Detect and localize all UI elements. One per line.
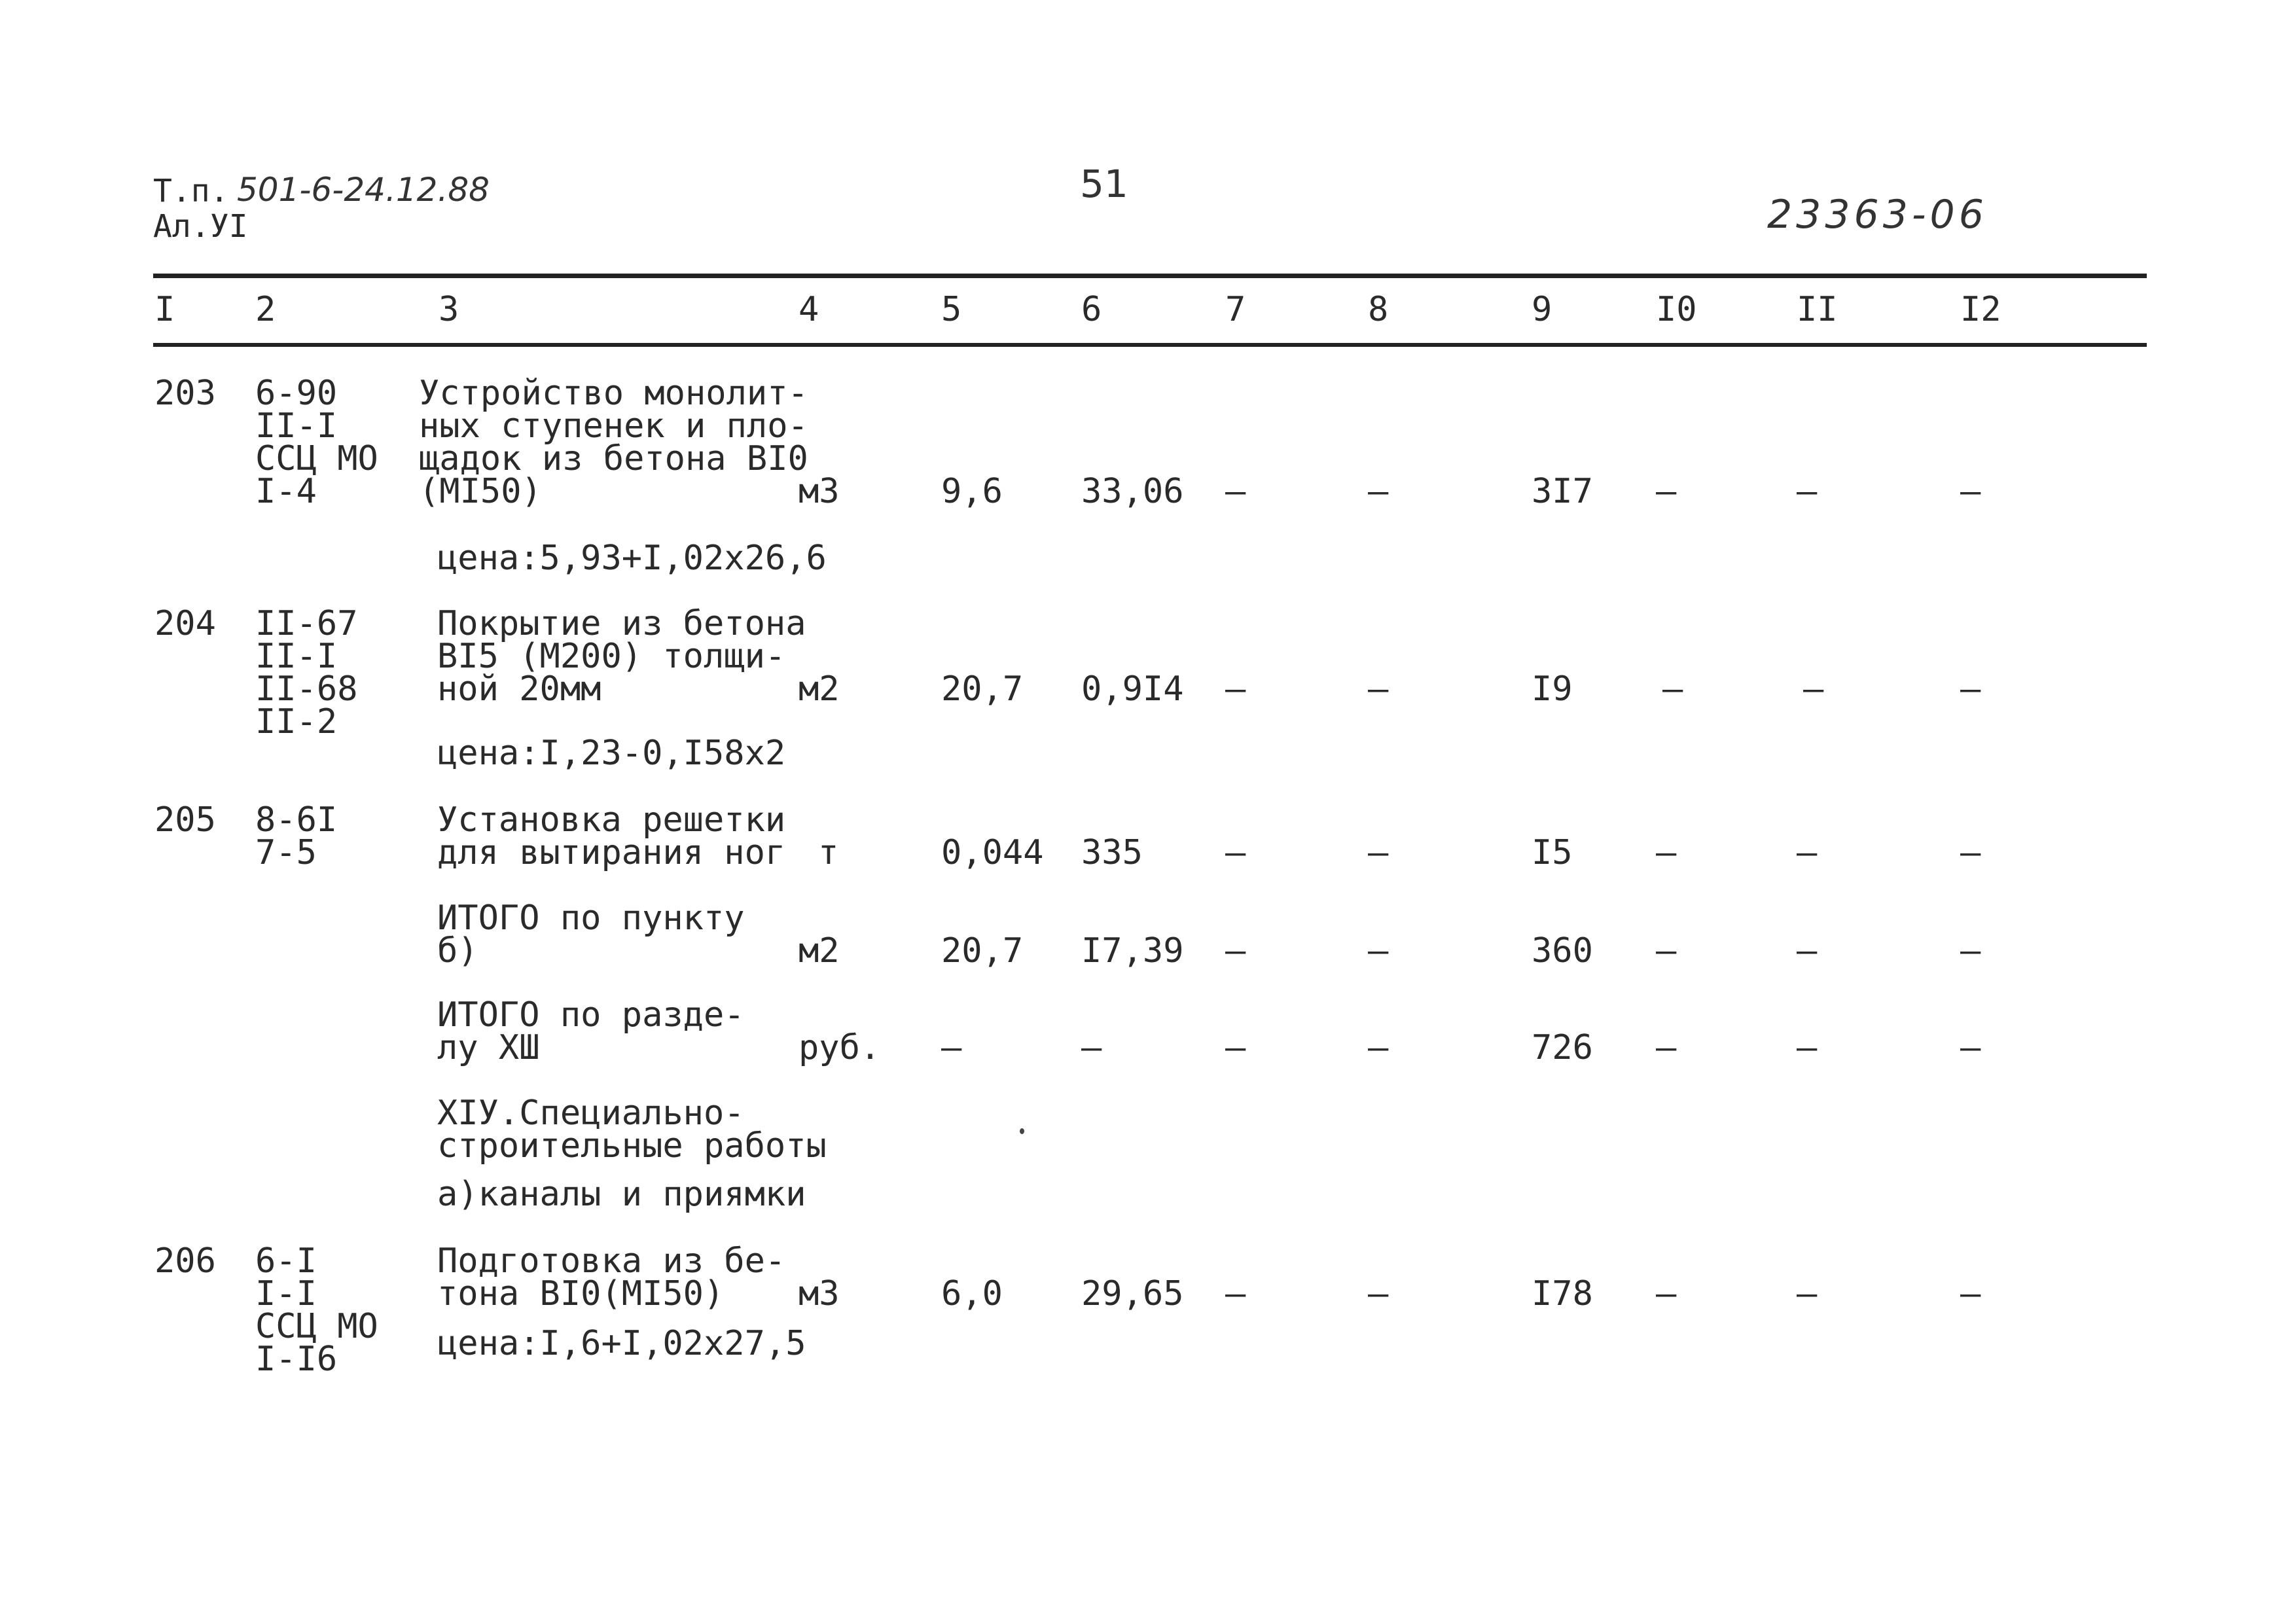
price-note: цена:I,23-0,I58x2 xyxy=(437,734,786,773)
column-header: I xyxy=(154,290,175,329)
col12-value: – xyxy=(1960,1028,1981,1067)
column-header: 5 xyxy=(941,290,962,329)
subtotal-label: ИТОГО по пункту б) xyxy=(437,899,745,971)
col12-value: – xyxy=(1960,472,1981,511)
col11-value: – xyxy=(1797,1274,1818,1313)
col7-value: – xyxy=(1225,669,1246,709)
price-note: цена:I,6+I,02x27,5 xyxy=(437,1324,806,1363)
column-header: 7 xyxy=(1225,290,1246,329)
unit-price: I7,39 xyxy=(1081,931,1184,971)
unit: м2 xyxy=(798,669,840,709)
col7-value: – xyxy=(1225,833,1246,872)
col11-value: – xyxy=(1797,931,1818,971)
work-name: Установка решетки для вытирания ног xyxy=(437,800,786,872)
tp-number: 501-6-24.12.88 xyxy=(237,171,490,209)
col10-value: – xyxy=(1662,669,1683,709)
unit-price: 29,65 xyxy=(1081,1274,1184,1313)
section-title: ХIУ.Специально- строительные работы xyxy=(437,1094,827,1166)
unit-price: 0,9I4 xyxy=(1081,669,1184,709)
col7-value: – xyxy=(1225,931,1246,971)
col11-value: – xyxy=(1797,472,1818,511)
unit: т xyxy=(818,833,839,872)
col8-value: – xyxy=(1368,931,1389,971)
col8-value: – xyxy=(1368,669,1389,709)
total-cost: I9 xyxy=(1532,669,1573,709)
norm-code: 6-I I-I ССЦ МО I-I6 xyxy=(255,1241,378,1379)
quantity: – xyxy=(941,1028,962,1067)
column-header: 2 xyxy=(255,290,276,329)
col10-value: – xyxy=(1656,1028,1677,1067)
norm-code: 6-90 II-I ССЦ МО I-4 xyxy=(255,374,378,511)
column-header: II xyxy=(1797,290,1838,329)
col11-value: – xyxy=(1797,1028,1818,1067)
document-code: 23363-06 xyxy=(1767,192,1988,238)
row-number: 205 xyxy=(154,800,216,840)
total-cost: I78 xyxy=(1532,1274,1593,1313)
unit-price: 33,06 xyxy=(1081,472,1184,511)
col7-value: – xyxy=(1225,472,1246,511)
norm-code: 8-6I 7-5 xyxy=(255,800,338,872)
quantity: 20,7 xyxy=(941,931,1024,971)
col7-value: – xyxy=(1225,1028,1246,1067)
column-header: 3 xyxy=(439,290,459,329)
total-cost: I5 xyxy=(1532,833,1573,872)
col8-value: – xyxy=(1368,1274,1389,1313)
col12-value: – xyxy=(1960,669,1981,709)
work-name: Устройство монолит- ных ступенек и пло- щадок из бетона BI0 (MI50) xyxy=(419,374,808,511)
unit: м2 xyxy=(798,931,840,971)
table-header-rule xyxy=(153,343,2147,347)
col11-value: – xyxy=(1803,669,1824,709)
quantity: 9,6 xyxy=(941,472,1003,511)
col10-value: – xyxy=(1656,472,1677,511)
column-header: 8 xyxy=(1368,290,1389,329)
quantity: 6,0 xyxy=(941,1274,1003,1313)
column-header: 9 xyxy=(1532,290,1552,329)
unit-price: – xyxy=(1081,1028,1102,1067)
column-header: 4 xyxy=(798,290,819,329)
total-cost: 726 xyxy=(1532,1028,1593,1067)
col11-value: – xyxy=(1797,833,1818,872)
col12-value: – xyxy=(1960,1274,1981,1313)
tp-label: Т.п. xyxy=(153,173,229,209)
norm-code: II-67 II-I II-68 II-2 xyxy=(255,604,358,741)
col8-value: – xyxy=(1368,1028,1389,1067)
total-cost: 3I7 xyxy=(1532,472,1593,511)
column-header: I0 xyxy=(1656,290,1697,329)
quantity: 20,7 xyxy=(941,669,1024,709)
row-number: 203 xyxy=(154,374,216,413)
col12-value: – xyxy=(1960,833,1981,872)
column-header: I2 xyxy=(1960,290,2001,329)
col8-value: – xyxy=(1368,472,1389,511)
price-note: цена:5,93+I,02x26,6 xyxy=(437,539,827,578)
table-top-rule xyxy=(153,274,2147,278)
row-number: 206 xyxy=(154,1241,216,1281)
col12-value: – xyxy=(1960,931,1981,971)
col10-value: – xyxy=(1656,1274,1677,1313)
total-cost: 360 xyxy=(1532,931,1593,971)
col10-value: – xyxy=(1656,833,1677,872)
row-number: 204 xyxy=(154,604,216,643)
page-number: 51 xyxy=(1080,162,1128,206)
unit-price: 335 xyxy=(1081,833,1143,872)
album-label: Ал.УI xyxy=(153,208,248,245)
work-name: Покрытие из бетона BI5 (M200) толщи- ной 20мм xyxy=(437,604,806,709)
col10-value: – xyxy=(1656,931,1677,971)
quantity: 0,044 xyxy=(941,833,1044,872)
col8-value: – xyxy=(1368,833,1389,872)
unit: м3 xyxy=(798,472,840,511)
subsection-title: а)каналы и приямки xyxy=(437,1175,806,1214)
work-name: Подготовка из бе- тона BI0(MI50) xyxy=(437,1241,786,1313)
section-total-label: ИТОГО по разде- лу ХШ xyxy=(437,995,745,1067)
scan-speck xyxy=(1020,1128,1024,1134)
column-header: 6 xyxy=(1081,290,1102,329)
unit: м3 xyxy=(798,1274,840,1313)
col7-value: – xyxy=(1225,1274,1246,1313)
unit: руб. xyxy=(798,1028,881,1067)
